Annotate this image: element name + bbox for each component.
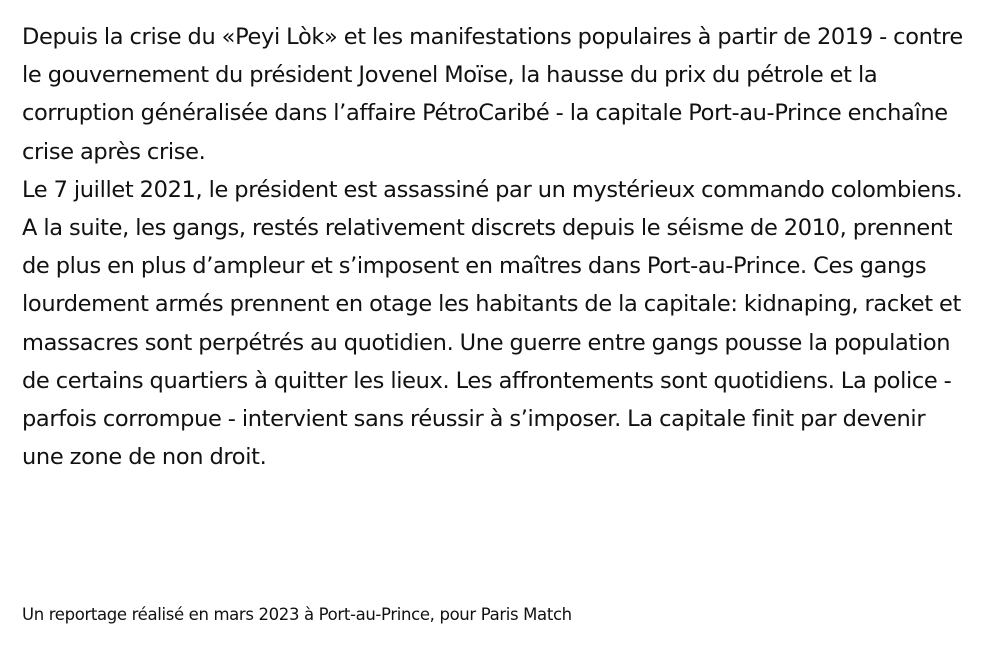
- article-body: [22, 18, 972, 476]
- document-page: [22, 18, 972, 658]
- report-caption: Un reportage réalisé en mars 2023 à Port-au-Prince, pour Paris Match: [22, 605, 572, 624]
- article-paragraph: Depuis la crise du «Peyi Lòk» et les manifestations populaires à partir de 2019 - contre le gouvernement du président Jovenel Moïse, la hausse du prix du pétrole et la corruption généralisée dans l’affaire PétroCaribé - la capitale Port-au-Prince enchaîne crise après crise.: [22, 24, 963, 165]
- article-paragraph: Le 7 juillet 2021, le président est assassiné par un mystérieux commando colombiens. A la suite, les gangs, restés relativement discrets depuis le séisme de 2010, prennent de plus en plus d’ampleur et s’imposent en maîtres dans Port-au-Prince. Ces gangs lourdement armés prennent en otage les habitants de la capitale: kidnaping, racket et massacres sont perpétrés au quotidien. Une guerre entre gangs pousse la population de certains quartiers à quitter les lieux. Les affrontements sont quotidiens. La police - parfois corrompue - intervient sans réussir à s’imposer. La capitale finit par devenir une zone de non droit.: [22, 176, 963, 471]
